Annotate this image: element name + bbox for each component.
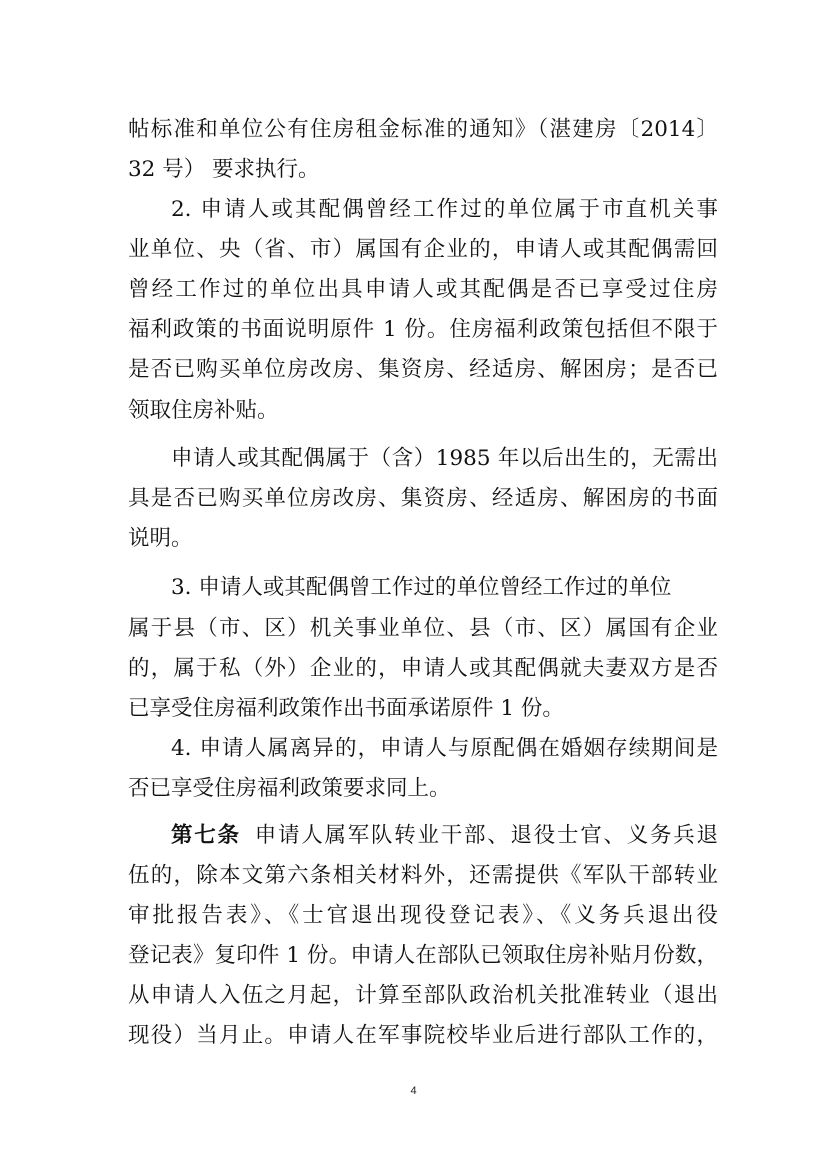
paragraph-start-line: 3. 申请人或其配偶曾工作过的单位曾经工作过的单位 [171, 575, 672, 600]
text-line: 伍的，除本文第六条相关材料外，还需提供《军队干部转业 [128, 863, 718, 888]
paragraph-start-line: 申请人或其配偶属于（含）1985 年以后出生的，无需出 [171, 446, 718, 471]
text-line: 具是否已购买单位房改房、集资房、经适房、解困房的书面 [128, 486, 718, 511]
text-line: 领取住房补贴。 [128, 398, 279, 423]
text-line: 32 号） 要求执行。 [128, 157, 320, 182]
paragraph-start-line: 4. 申请人属离异的，申请人与原配偶在婚姻存续期间是 [171, 736, 718, 761]
article-seven-line [171, 821, 718, 851]
text-line: 登记表》复印件 1 份。申请人在部队已领取住房补贴月份数， [128, 943, 718, 968]
text-line: 审批报告表》、《士官退出现役登记表》、《义务兵退出役 [128, 903, 718, 928]
text-line: 曾经工作过的单位出具申请人或其配偶是否已享受过住房 [128, 277, 718, 302]
text-line: 从申请人入伍之月起，计算至部队政治机关批准转业（退出 [128, 983, 718, 1008]
page-number: 4 [410, 1085, 417, 1097]
text-line: 已享受住房福利政策作出书面承诺原件 1 份。 [128, 696, 564, 721]
article-heading: 第七条 [171, 823, 241, 848]
text-line: 的，属于私（外）企业的，申请人或其配偶就夫妻双方是否 [128, 656, 718, 681]
paragraph-start-line: 2. 申请人或其配偶曾经工作过的单位属于市直机关事 [171, 197, 718, 222]
text-line: 否已享受住房福利政策要求同上。 [128, 776, 451, 801]
text-line: 现役）当月止。申请人在军事院校毕业后进行部队工作的， [128, 1023, 718, 1048]
text-line: 业单位、央（省、市）属国有企业的，申请人或其配偶需回 [128, 237, 718, 262]
text-line: 属于县（市、区）机关事业单位、县（市、区）属国有企业 [128, 616, 718, 641]
text-line: 是否已购买单位房改房、集资房、经适房、解困房；是否已 [128, 357, 718, 382]
text-line: 说明。 [128, 526, 193, 551]
text-line: 帖标准和单位公有住房租金标准的通知》（湛建房〔2014〕 [128, 117, 718, 142]
article-text: 申请人属军队转业干部、退役士官、义务兵退 [254, 823, 718, 848]
text-line: 福利政策的书面说明原件 1 份。住房福利政策包括但不限于 [128, 317, 718, 342]
